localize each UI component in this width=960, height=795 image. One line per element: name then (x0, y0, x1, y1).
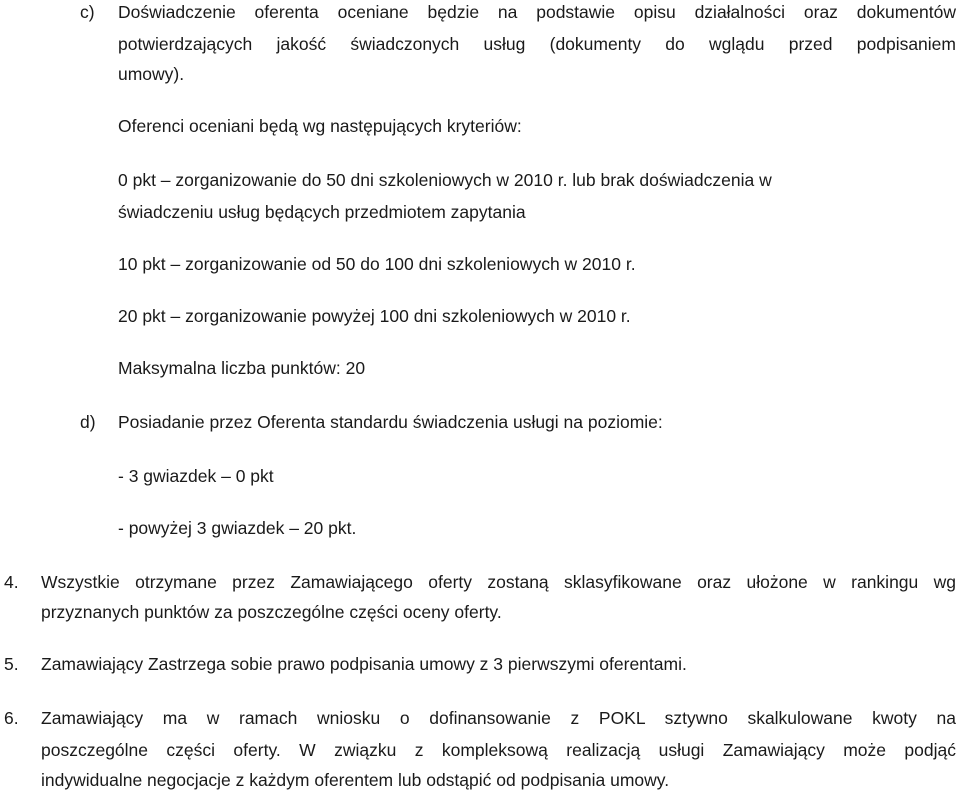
item-d-marker: d) (80, 412, 96, 432)
criterion-1-line-1: 0 pkt – zorganizowanie do 50 dni szkoleniowych w 2010 r. lub brak doświadczenia w (118, 170, 772, 190)
item-d-text: Posiadanie przez Oferenta standardu świadczenia usługi na poziomie: (118, 412, 663, 432)
item-d-option-2: - powyżej 3 gwiazdek – 20 pkt. (118, 518, 357, 538)
item-6-marker: 6. (4, 708, 19, 728)
criterion-3: 20 pkt – zorganizowanie powyżej 100 dni szkoleniowych w 2010 r. (118, 306, 631, 326)
item-4-line-2: przyznanych punktów za poszczególne części oceny oferty. (41, 602, 502, 622)
item-6-line-2: poszczególne części oferty. W związku z kompleksową realizacją usługi Zamawiający może podjąć (41, 740, 956, 760)
item-c-line-1: Doświadczenie oferenta oceniane będzie na podstawie opisu działalności oraz dokumentów (118, 2, 956, 22)
max-points: Maksymalna liczba punktów: 20 (118, 358, 366, 378)
item-d-option-1: - 3 gwiazdek – 0 pkt (118, 466, 274, 486)
item-c-line-2: potwierdzających jakość świadczonych usług (dokumenty do wglądu przed podpisaniem (118, 34, 956, 54)
item-5-marker: 5. (4, 654, 19, 674)
item-5-line-1: Zamawiający Zastrzega sobie prawo podpisania umowy z 3 pierwszymi oferentami. (41, 654, 687, 674)
item-c-line-3: umowy). (118, 64, 185, 84)
item-c-marker: c) (80, 2, 95, 22)
criterion-1-line-2: świadczeniu usług będących przedmiotem zapytania (118, 202, 526, 222)
criteria-intro: Oferenci oceniani będą wg następujących kryteriów: (118, 116, 522, 136)
item-6-line-1: Zamawiający ma w ramach wniosku o dofinansowanie z POKL sztywno skalkulowane kwoty na (41, 708, 956, 728)
item-6-line-3: indywidualne negocjacje z każdym oferentem lub odstąpić od podpisania umowy. (41, 770, 670, 790)
criterion-2: 10 pkt – zorganizowanie od 50 do 100 dni szkoleniowych w 2010 r. (118, 254, 636, 274)
item-4-line-1: Wszystkie otrzymane przez Zamawiającego oferty zostaną sklasyfikowane oraz ułożone w rankingu wg (41, 572, 956, 592)
item-4-marker: 4. (4, 572, 19, 592)
